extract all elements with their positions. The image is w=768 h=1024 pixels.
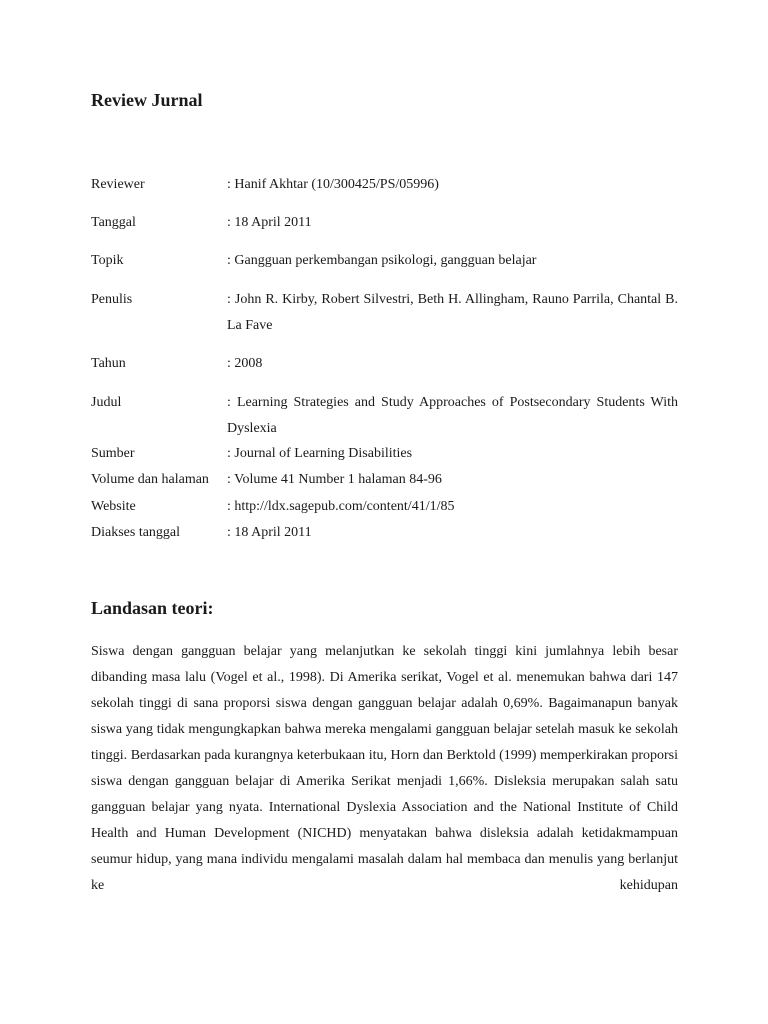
meta-value: : John R. Kirby, Robert Silvestri, Beth H. Allingham, Rauno Parrila, Chantal B. La Fave	[227, 292, 678, 333]
meta-label: Topik	[91, 253, 124, 268]
body-paragraph: Siswa dengan gangguan belajar yang melanjutkan ke sekolah tinggi kini jumlahnya lebih besar dibanding masa lalu (Vogel et al., 1998). Di Amerika serikat, Vogel et al. menemukan bahwa dari 147 sekolah tinggi di sana proporsi siswa dengan gangguan belajar adalah 0,69%. Bagaimanapun banyak siswa yang tidak mengungkapkan bahwa mereka mengalami gangguan belajar setelah masuk ke sekolah tinggi. Berdasarkan pada kurangnya keterbukaan itu, Horn dan Berktold (1999) memperkirakan proporsi siswa dengan gangguan belajar di Amerika Serikat menjadi 1,66%. Disleksia merupakan salah satu gangguan belajar yang nyata. International Dyslexia Association and the National Institute of Child Health and Human Development (NICHD) menyatakan bahwa disleksia adalah ketidakmampuan seumur hidup, yang mana individu mengalami masalah dalam hal membaca dan menulis yang berlanjut ke kehidupan	[91, 644, 678, 893]
meta-value: : 18 April 2011	[227, 525, 312, 540]
meta-value: : 2008	[227, 356, 263, 371]
meta-label: Judul	[91, 395, 122, 410]
meta-value: : Journal of Learning Disabilities	[227, 446, 413, 461]
meta-value: : Learning Strategies and Study Approaches of Postsecondary Students With Dyslexia	[227, 395, 678, 436]
meta-label: Reviewer	[91, 177, 145, 192]
meta-label: Tahun	[91, 356, 126, 371]
meta-label: Penulis	[91, 292, 133, 307]
section-title: Landasan teori:	[91, 598, 214, 618]
document-title: Review Jurnal	[91, 90, 203, 110]
meta-label: Website	[91, 499, 136, 514]
meta-label: Sumber	[91, 446, 135, 461]
meta-label: Diakses tanggal	[91, 525, 181, 540]
meta-label: Volume dan halaman	[91, 472, 209, 487]
meta-value: : Hanif Akhtar (10/300425/PS/05996)	[227, 177, 439, 192]
meta-value: : Volume 41 Number 1 halaman 84-96	[227, 472, 442, 487]
meta-value: : http://ldx.sagepub.com/content/41/1/85	[227, 499, 455, 514]
meta-value: : 18 April 2011	[227, 215, 312, 230]
meta-value: : Gangguan perkembangan psikologi, gangguan belajar	[227, 253, 537, 268]
meta-label: Tanggal	[91, 215, 136, 230]
